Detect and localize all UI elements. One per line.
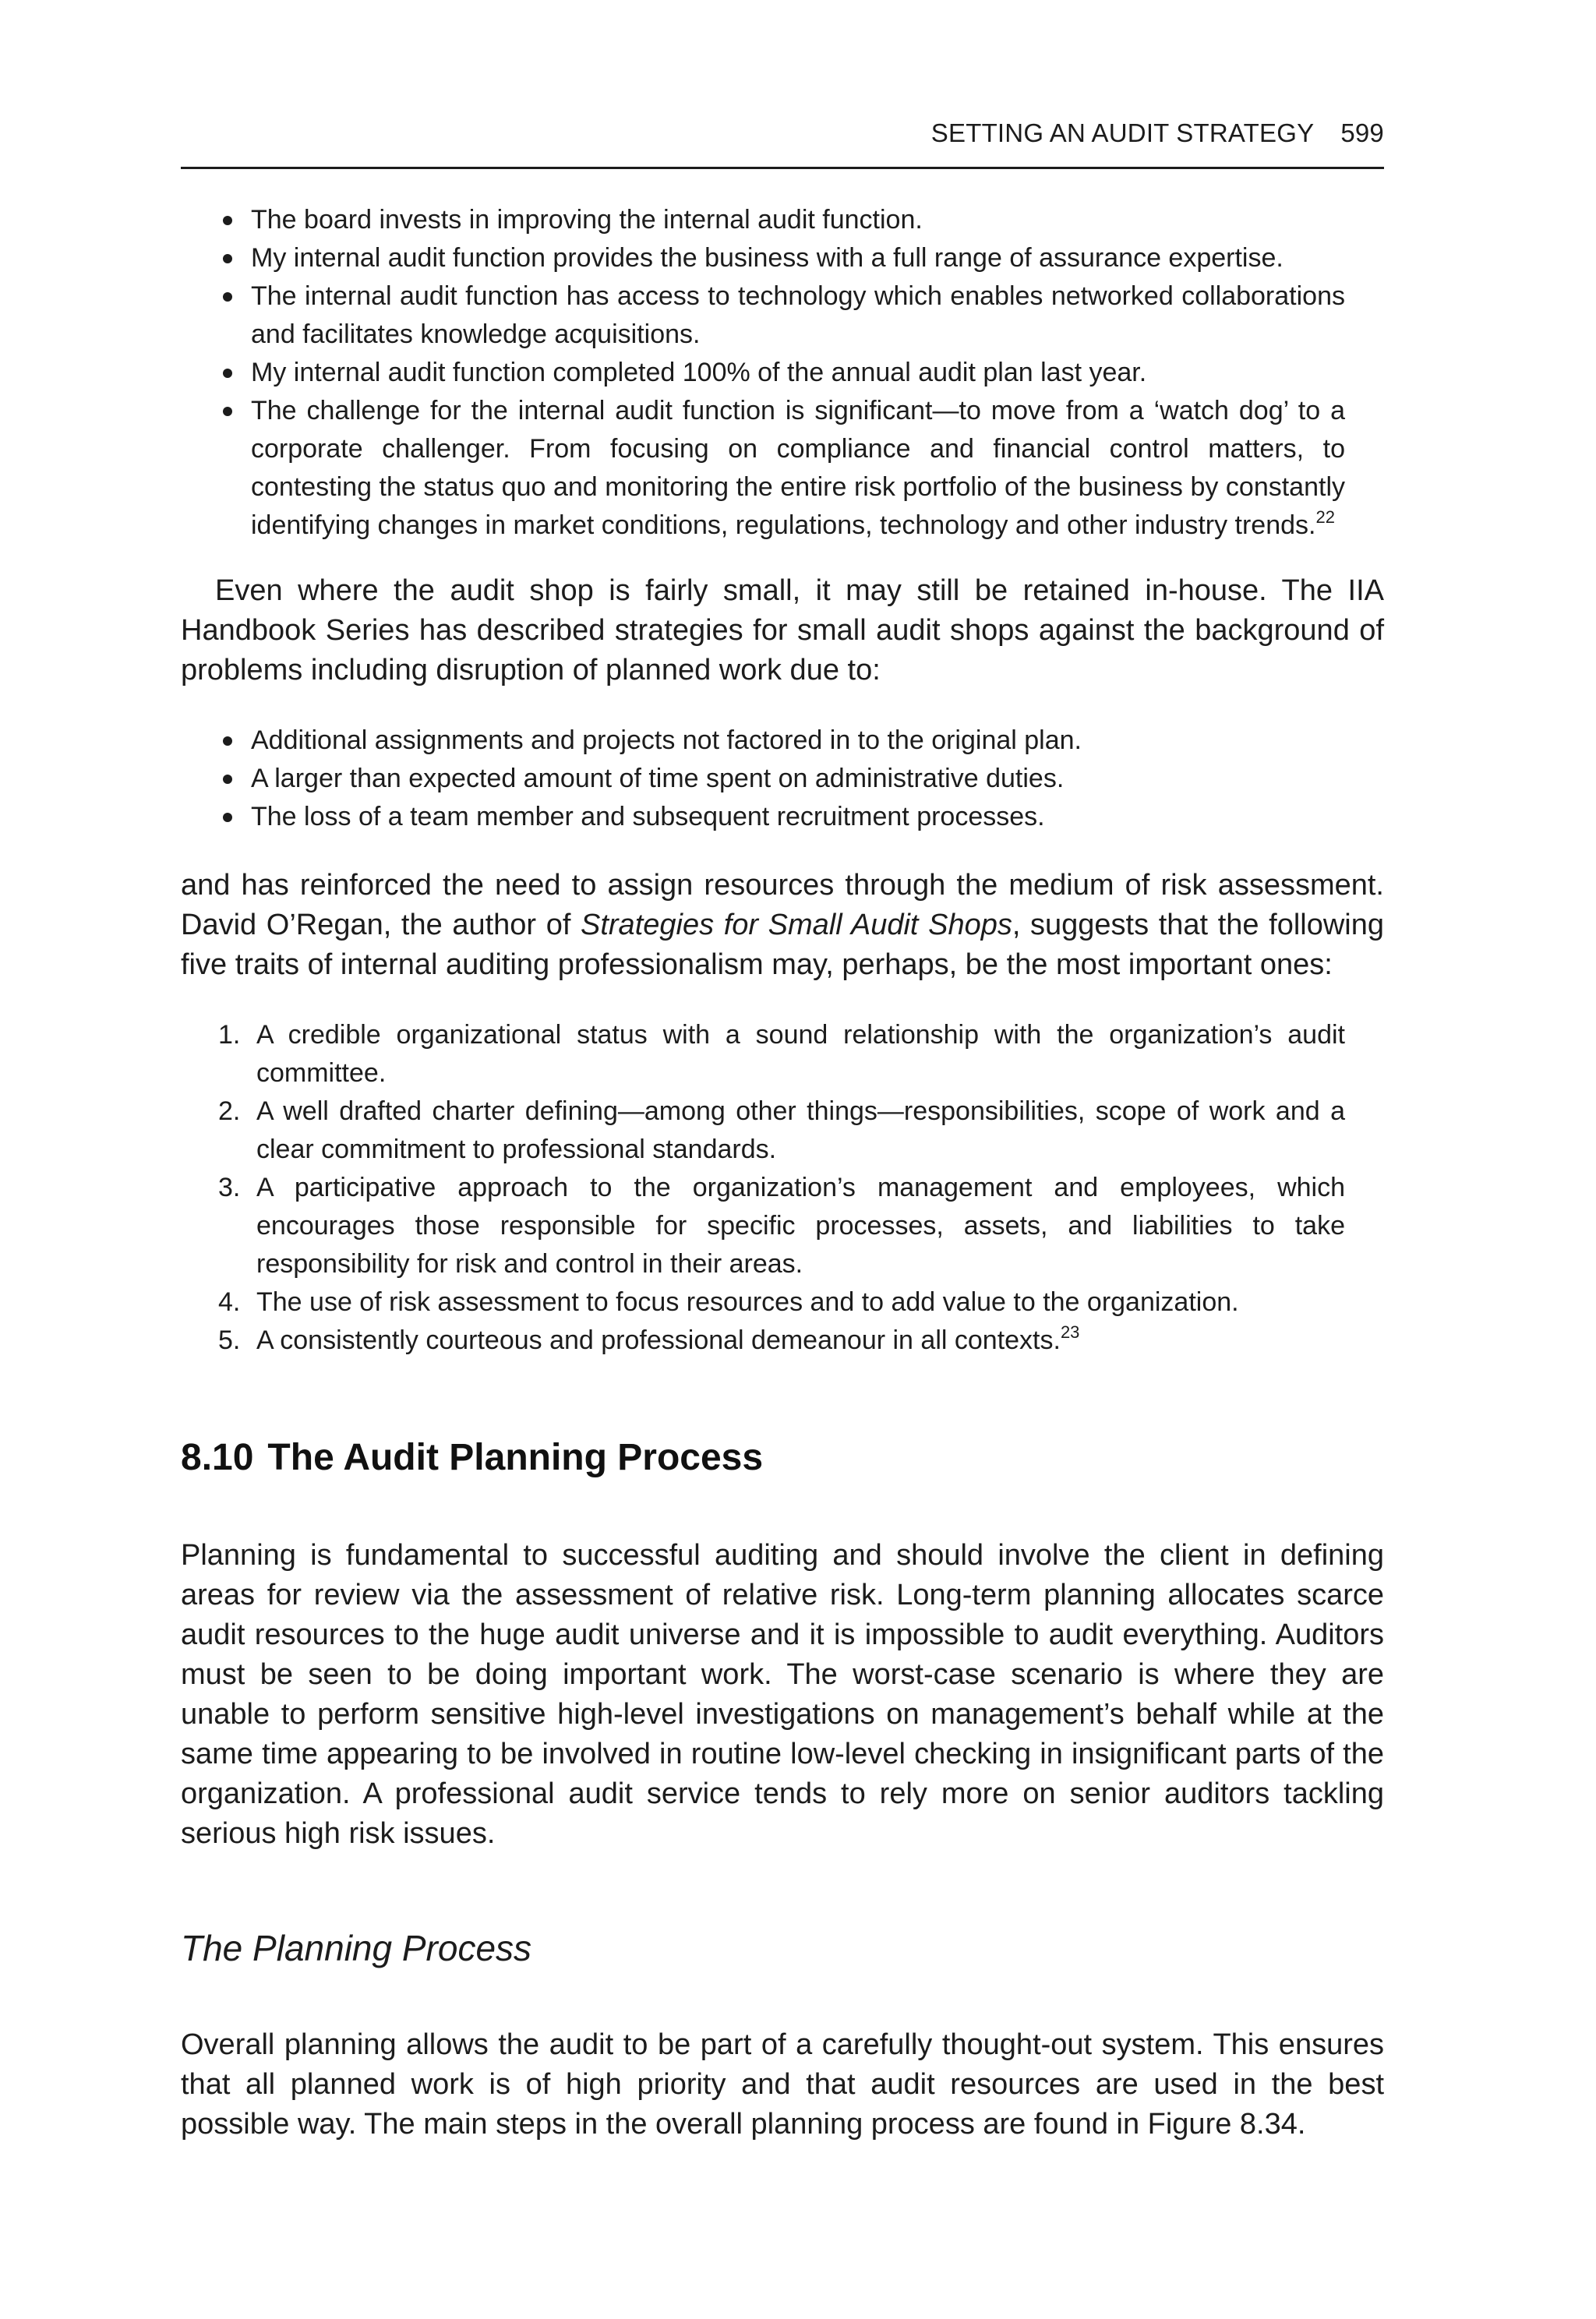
numbered-list-traits <box>181 1016 1384 1360</box>
paragraph-small-audit-shops: Even where the audit shop is fairly small, it may still be retained in-house. The IIA Handbook Series has described strategies for small audit shops against the background of problems including disruption of planned work due to: <box>181 574 1384 687</box>
page-number: 599 <box>1340 118 1384 147</box>
list-item: My internal audit function provides the business with a full range of assurance expertise. <box>181 239 1384 277</box>
list-item: 3. A participative approach to the organization’s management and employees, which encourages those responsible for specific processes, assets, and liabilities to take responsibility for risk and control in their areas. <box>218 1173 1345 1279</box>
paragraph-overall-planning: Overall planning allows the audit to be part of a carefully thought-out system. This ensures that all planned work is of high priority and that audit resources are used in the best possible way. The main steps in the overall planning process are found in Figure 8.34. <box>181 2028 1384 2141</box>
list-item: The loss of a team member and subsequent recruitment processes. <box>181 798 1384 836</box>
footnote-ref-22: 22 <box>1315 507 1335 527</box>
list-item: 2. A well drafted charter defining—among other things—responsibilities, scope of work and a clear commitment to professional standards. <box>218 1096 1345 1164</box>
list-item: A larger than expected amount of time spent on administrative duties. <box>181 760 1384 798</box>
book-title: Strategies for Small Audit Shops <box>581 909 1012 941</box>
bullet-list-survey <box>181 201 1384 545</box>
paragraph-oregan: and has reinforced the need to assign resources through the medium of risk assessment. David O’Regan, the author of Strategies for Small Audit Shops, suggests that the following five traits of internal auditing professionalism may, perhaps, be the most important ones: <box>181 869 1384 981</box>
list-item: 4. The use of risk assessment to focus resources and to add value to the organization. <box>218 1287 1239 1317</box>
section-heading <box>181 1435 1384 1481</box>
list-item: The internal audit function has access to technology which enables networked collaborations and facilitates knowledge acquisitions. <box>181 277 1384 354</box>
running-header <box>181 118 1384 169</box>
list-item: The board invests in improving the internal audit function. <box>181 201 1384 239</box>
paragraph-planning-fundamental: Planning is fundamental to successful auditing and should involve the client in defining areas for review via the assessment of relative risk. Long-term planning allocates scarce audit resources to the huge audit universe and it is impossible to audit everything. Auditors must be seen to be doing important work. The worst-case scenario is where they are unable to perform sensitive high-level investigations on management’s behalf while at the same time appearing to be involved in routine low-level checking in insignificant parts of the organization. A professional audit service tends to rely more on senior auditors tackling serious high risk issues. <box>181 1539 1384 1850</box>
list-item: My internal audit function completed 100% of the annual audit plan last year. <box>181 354 1384 392</box>
section-title: The Audit Planning Process <box>267 1437 764 1478</box>
footnote-ref-23: 23 <box>1060 1322 1080 1342</box>
subsection-heading: The Planning Process <box>181 1928 532 1968</box>
section-number: 8.10 <box>181 1437 254 1478</box>
list-item: Additional assignments and projects not factored in to the original plan. <box>181 722 1384 760</box>
running-header-title: SETTING AN AUDIT STRATEGY <box>930 118 1315 147</box>
page-content <box>181 201 1384 2144</box>
list-item: The challenge for the internal audit function is significant—to move from a ‘watch dog’ to a corporate challenger. From focusing on compliance and financial control matters, to contesting the status quo and monitoring the entire risk portfolio of the business by constantly identifying changes in market conditions, regulations, technology and other industry trends.$^{22}$ <box>181 392 1384 545</box>
list-item: 1. A credible organizational status with a sound relationship with the organization’s audit committee. <box>218 1020 1345 1088</box>
bullet-list-disruptions <box>181 722 1384 836</box>
list-item: 5. A consistently courteous and professional demeanour in all contexts.$^{23}$ <box>218 1322 1080 1355</box>
